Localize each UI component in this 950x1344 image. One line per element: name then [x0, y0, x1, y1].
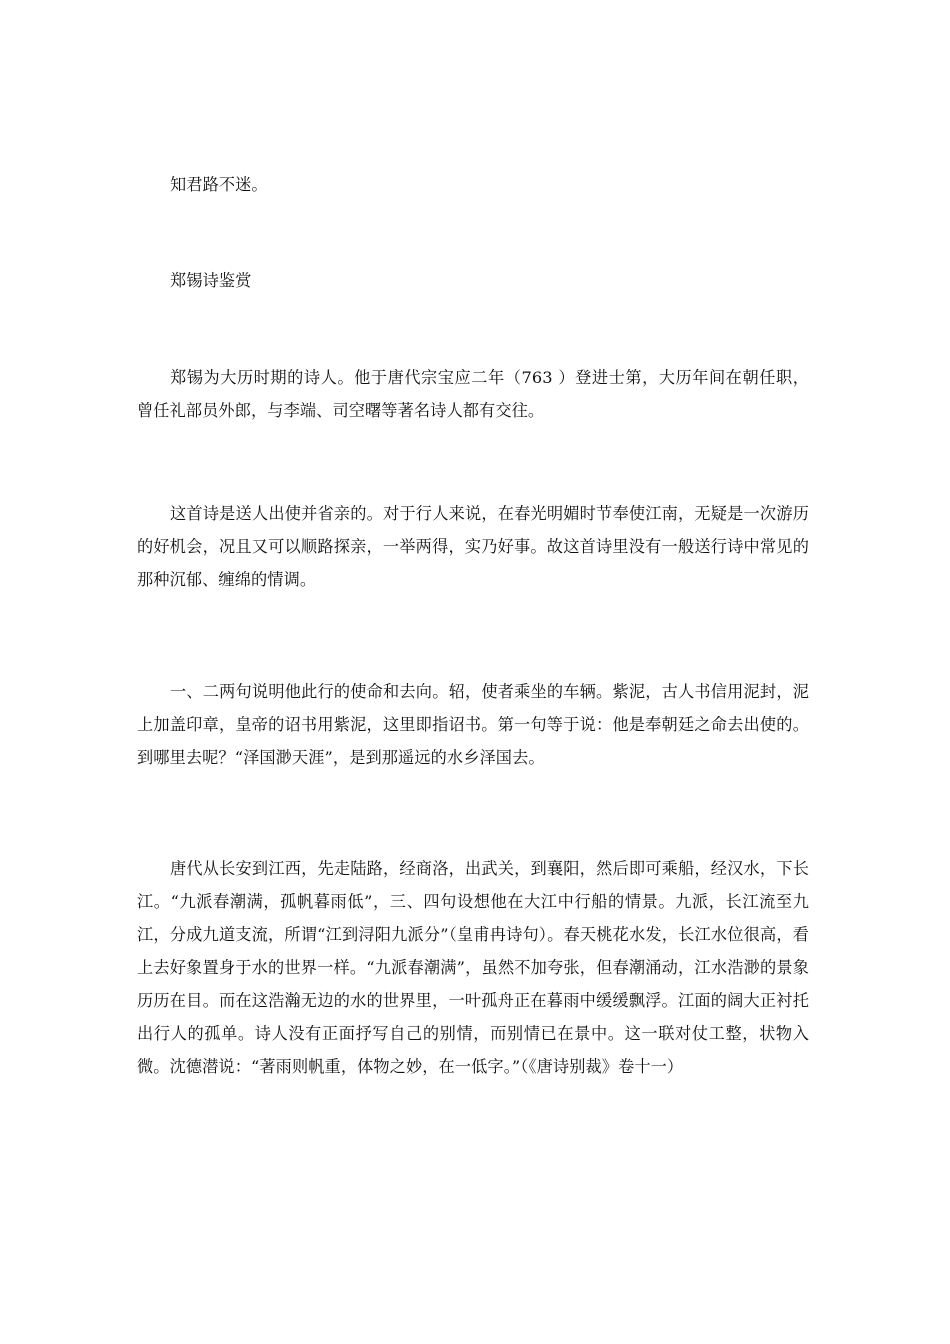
poem-line-paragraph: 知君路不迷。	[170, 175, 268, 194]
body-paragraph-author: 郑锡为大历时期的诗人。他于唐代宗宝应二年（763 ）登进士第，大历年间在朝任职，曾任礼部员外郎，与李端、司空曙等著名诗人都有交往。	[137, 368, 809, 420]
body-paragraph-lines-3-4: 唐代从长安到江西，先走陆路，经商洛，出武关，到襄阳，然后即可乘船，经汉水，下长江。“九派春潮满，孤帆暮雨低”，三、四句设想他在大江中行船的情景。九派，长江流至九江，分成九道支流，所谓“江到浔阳九派分”（皇甫冉诗句）。春天桃花水发，长江水位很高，看上去好象置身于水的世界一样。“九派春潮满”，虽然不加夸张，但春潮涌动，江水浩渺的景象历历在目。而在这浩瀚无边的水的世界里，一叶孤舟正在暮雨中缓缓飘浮。江面的阔大正衬托出行人的孤单。诗人没有正面抒写自己的别情，而别情已在景中。这一联对仗工整，状物入微。沈德潜说：“著雨则帆重，体物之妙，在一低字。”（《唐诗别裁》卷十一）	[137, 859, 809, 1076]
body-paragraph-theme: 这首诗是送人出使并省亲的。对于行人来说，在春光明媚时节奉使江南，无疑是一次游历的好机会，况且又可以顺路探亲，一举两得，实乃好事。故这首诗里没有一般送行诗中常见的那种沉郁、缠绵的情调。	[137, 504, 809, 589]
section-heading: 郑锡诗鉴赏	[170, 271, 252, 290]
body-paragraph-lines-1-2: 一、二两句说明他此行的使命和去向。轺，使者乘坐的车辆。紫泥，古人书信用泥封，泥上加盖印章，皇帝的诏书用紫泥，这里即指诏书。第一句等于说：他是奉朝廷之命去出使的。到哪里去呢？“泽国渺天涯”，是到那遥远的水乡泽国去。	[137, 682, 809, 767]
